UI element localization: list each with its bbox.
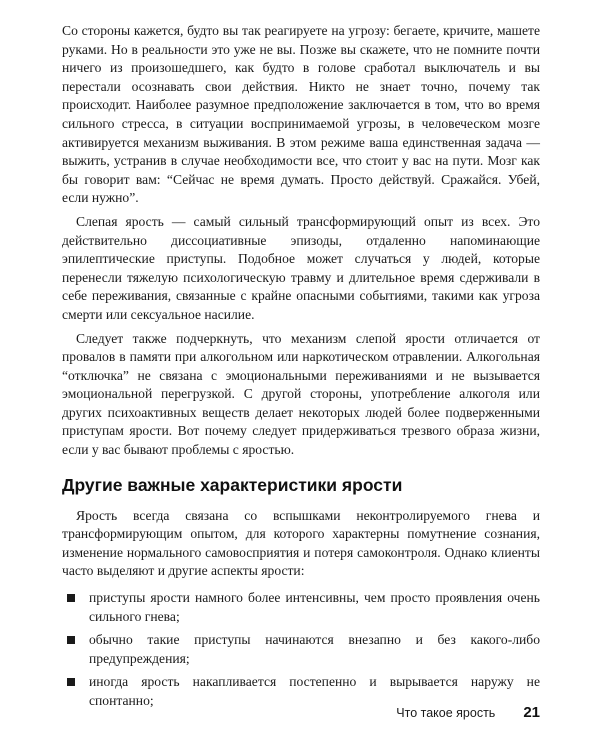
section-heading: Другие важные характеристики ярости (62, 474, 403, 495)
list-item-text: приступы ярости намного более интенсивны, чем просто проявления очень сильного гнева; (89, 590, 540, 624)
list-item (62, 631, 540, 668)
square-bullet-icon (67, 594, 75, 602)
body-paragraph: Следует также подчеркнуть, что механизм слепой ярости отличается от провалов в памяти при алкогольном или наркотическом отравлении. Алкогольная “отключка” не связана с эмоциональными переживаниями и не вызывается эмоциональной перегрузкой. С другой стороны, употребление алкоголя или других психоактивных веществ делает некоторых людей более подверженными приступам ярости. Вот почему следует придерживаться трезвого образа жизни, если у вас бывают проблемы с яростью. (62, 330, 540, 458)
page-footer (396, 704, 540, 721)
body-paragraph: Со стороны кажется, будто вы так реагируете на угрозу: бегаете, кричите, машете руками. Но в реальности это уже не вы. Позже вы скажете, что не помните почти ничего из произошедшего, как будто в голове сработал выключатель и вы перестали осознавать свои действия. Никто не знает точно, почему так происходит. Наиболее разумное предположение заключается в том, что во время сильного стресса, в ситуации воспринимаемой угрозы, в человеческом мозге активируется механизм выживания. В этом режиме ваша единственная задача — выжить, устранив в случае необходимости все, что стоит у вас на пути. Мозг как бы говорит вам: “Сейчас не время думать. Просто действуй. Сражайся. Убей, если нужно”. (62, 23, 540, 206)
page-number: 21 (523, 704, 540, 721)
list-item-text: обычно такие приступы начинаются внезапно и без какого-либо предупреждения; (89, 632, 540, 666)
page-body (62, 22, 540, 716)
square-bullet-icon (67, 636, 75, 644)
square-bullet-icon (67, 678, 75, 686)
section-intro-paragraph: Ярость всегда связана со вспышками неконтролируемого гнева и трансформирующим опытом, для которого характерны помутнение сознания, изменение нормального самовосприятия и потеря самоконтроля. Однако клиенты часто выделяют и другие аспекты ярости: (62, 507, 540, 579)
body-paragraph: Слепая ярость — самый сильный трансформирующий опыт из всех. Это действительно диссоциативные эпизоды, отдаленно напоминающие эпилептические приступы. Подобное может случаться у людей, которые перенесли тяжелую психологическую травму и длительное время сдерживали в себе переживания, связанные с крайне опасными событиями, такими как угроза смерти или сексуальное насилие. (62, 213, 540, 322)
bullet-list (62, 589, 540, 711)
list-item-text: иногда ярость накапливается постепенно и вырывается наружу не спонтанно; (89, 674, 540, 708)
list-item (62, 589, 540, 626)
running-title: Что такое ярость (396, 706, 496, 720)
